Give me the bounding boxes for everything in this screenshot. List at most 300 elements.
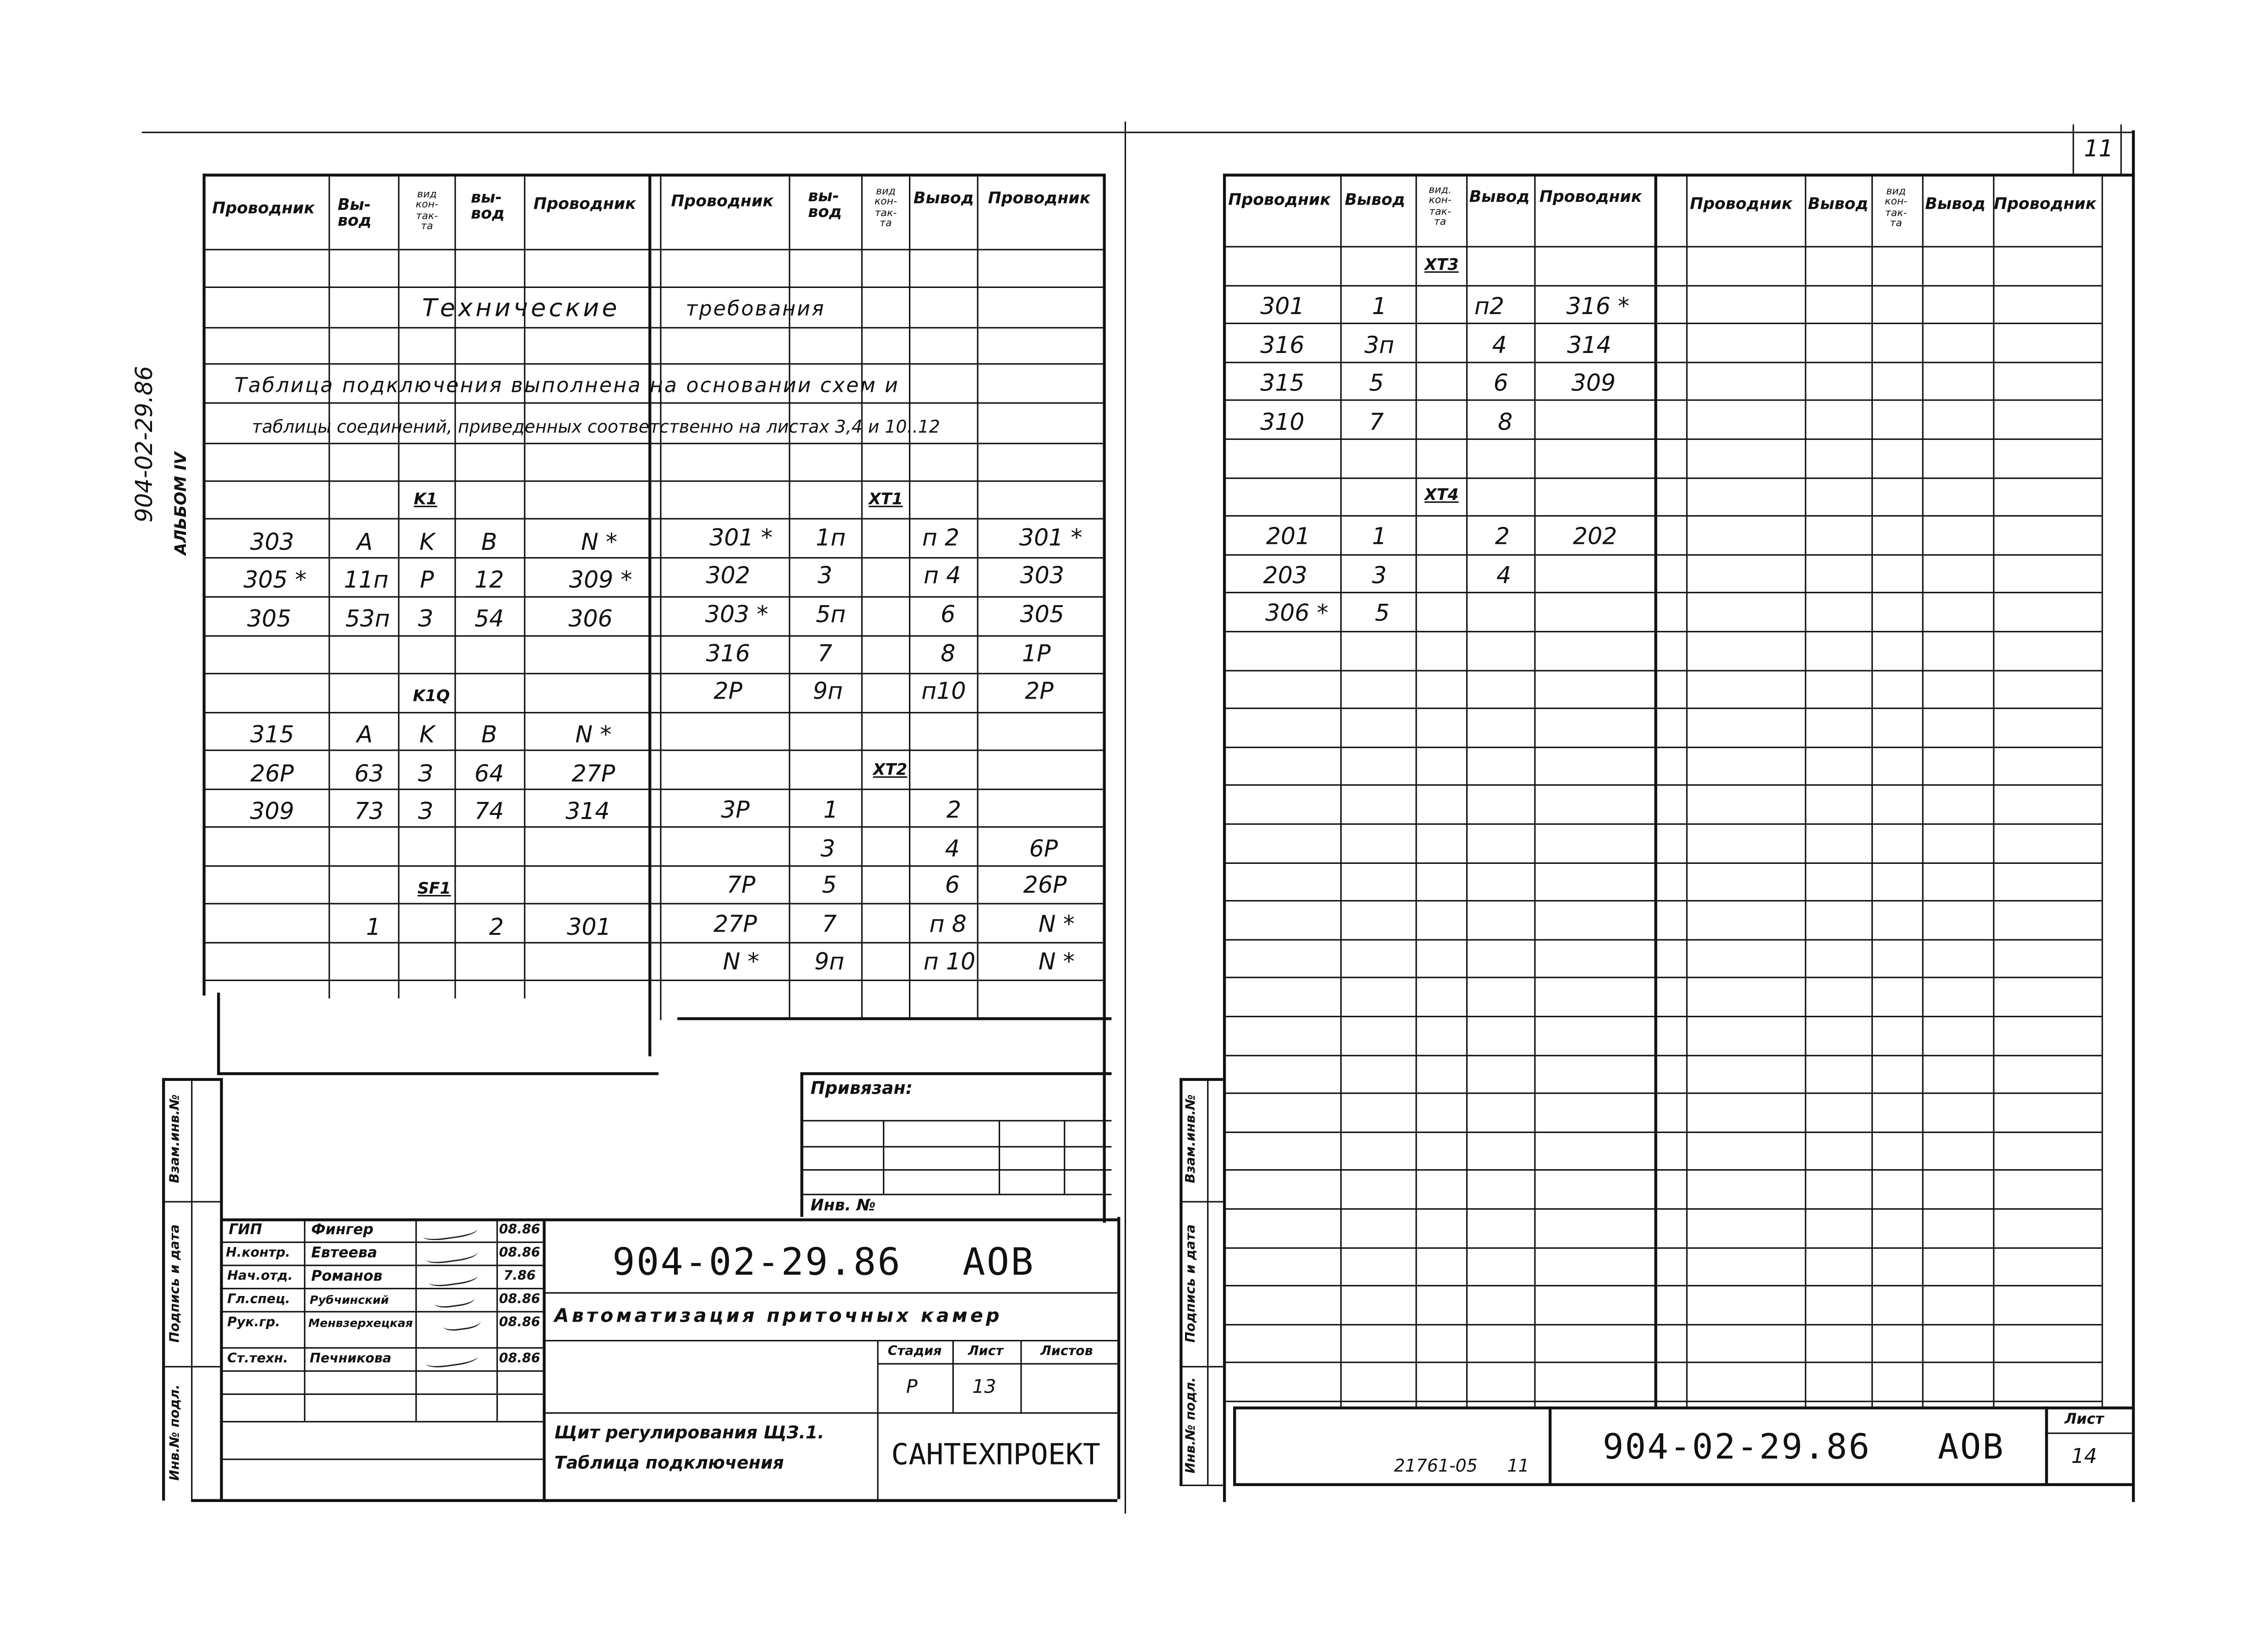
cell-provodnik: 303 * xyxy=(705,600,768,628)
header-vid-kontakta: вид кон- так- та xyxy=(415,188,439,232)
col-line-block-divider xyxy=(1654,174,1657,1406)
name-romanov: Романов xyxy=(311,1269,383,1285)
signature xyxy=(442,1313,481,1333)
stamp-row xyxy=(220,1288,543,1289)
stamp-row xyxy=(220,1394,543,1395)
header-vyvod: Вы- вод xyxy=(337,195,372,230)
group-label-xt4: XT4 xyxy=(1424,485,1459,504)
cell-vyvod: 1 xyxy=(1372,522,1387,550)
cell-provodnik: 316 xyxy=(706,640,751,667)
privyazan-label: Привязан: xyxy=(810,1078,913,1099)
role-nkontr: Н.контр. xyxy=(226,1247,290,1261)
frame-top-line xyxy=(142,132,2135,133)
cell-vyvod: A xyxy=(357,721,373,748)
header-provodnik: Проводник xyxy=(1690,195,1793,214)
row-line xyxy=(1223,439,2102,440)
row-line xyxy=(1223,1055,2102,1056)
cell-vyvod: п 2 xyxy=(922,524,960,552)
row-line xyxy=(1223,747,2102,748)
cell-vyvod: п 4 xyxy=(924,561,961,589)
sheet-value: 13 xyxy=(972,1377,996,1399)
header-vyvod: Вывод xyxy=(1344,190,1405,209)
row-line xyxy=(1223,515,2102,516)
stage-value: Р xyxy=(906,1377,918,1399)
col-line xyxy=(329,174,330,998)
right-stamp-col xyxy=(2045,1406,2048,1483)
date: 08.86 xyxy=(499,1247,540,1261)
cell-vyvod: 74 xyxy=(474,797,504,825)
col-line xyxy=(1871,174,1873,1406)
row-line xyxy=(203,327,1103,328)
cell-vyvod: п 10 xyxy=(923,948,976,976)
stamp-col xyxy=(304,1218,305,1421)
row-line xyxy=(203,903,1103,904)
left-table-left2 xyxy=(217,993,220,1074)
stamp-top xyxy=(220,1218,1117,1221)
name-menvzerhetskaya: Менвзерхецкая xyxy=(308,1317,413,1330)
header-provodnik: Проводник xyxy=(1994,195,2097,214)
organization: САНТЕХПРОЕКТ xyxy=(891,1437,1100,1472)
left-table-top xyxy=(203,174,1103,176)
left-table-left xyxy=(203,174,206,995)
right-doc-suffix: AOB xyxy=(1937,1426,2005,1468)
cell-provodnik: N * xyxy=(581,528,618,556)
row-line xyxy=(203,363,1103,364)
row-line xyxy=(203,749,1103,751)
cell-vyvod: 9п xyxy=(814,948,844,976)
sheet-label: Лист xyxy=(968,1345,1003,1360)
row-line xyxy=(203,712,1103,713)
side-col-line xyxy=(1207,1078,1208,1486)
cell-vyvod: 73 xyxy=(354,797,384,825)
side-row-line xyxy=(162,1366,220,1367)
col-line xyxy=(1922,174,1924,1406)
signature xyxy=(428,1267,479,1288)
row-line xyxy=(203,249,1103,250)
right-stamp-top xyxy=(1233,1406,2132,1409)
cell-provodnik: 301 xyxy=(567,913,611,941)
note-line-2: таблицы соединений, приведенных соответственно на листах 3,4 и 10..12 xyxy=(251,417,940,437)
col-line xyxy=(1466,174,1468,1406)
row-line xyxy=(1223,1169,2102,1171)
row-line xyxy=(203,402,1103,404)
subtitle-line-2: Таблица подключения xyxy=(554,1453,784,1473)
right-stamp-bottom xyxy=(1233,1483,2132,1486)
page-number: 11 xyxy=(2083,134,2114,163)
stamp-col xyxy=(1020,1340,1022,1412)
cell-provodnik: 309 xyxy=(250,797,294,825)
inv-no-label: Инв. № xyxy=(810,1196,876,1215)
row-line xyxy=(1223,1092,2102,1094)
col-line xyxy=(1686,174,1687,1406)
row-line xyxy=(1223,399,2102,401)
cell-provodnik: 2P xyxy=(1025,677,1054,705)
center-divider xyxy=(1125,122,1126,1514)
stamp-row xyxy=(877,1363,1117,1364)
name-evteeva: Евтеева xyxy=(311,1246,377,1262)
cell-provodnik: 301 xyxy=(1260,292,1305,320)
cell-vyvod: 8 xyxy=(941,640,956,667)
row-line xyxy=(1223,1361,2102,1363)
cell-provodnik: 310 xyxy=(1260,408,1305,436)
stamp-col xyxy=(952,1340,954,1412)
cell-vyvod: 2 xyxy=(1495,522,1510,550)
cell-provodnik: 315 xyxy=(250,721,294,748)
stamp-row xyxy=(220,1265,543,1266)
page-number-box-left xyxy=(2072,125,2074,174)
row-line xyxy=(1223,862,2102,864)
side-row-line xyxy=(1180,1078,1223,1081)
cell-vyvod: 9п xyxy=(813,677,843,705)
cell-vyvod: 1п xyxy=(816,524,846,552)
row-line xyxy=(1223,1285,2102,1286)
title-block-right xyxy=(1117,1217,1120,1499)
row-line xyxy=(203,480,1103,482)
cell-vyvod: 6 xyxy=(1493,369,1508,397)
group-label-k1q: K1Q xyxy=(413,686,450,705)
privyazan-col xyxy=(999,1120,1000,1193)
cell-provodnik: N * xyxy=(1038,948,1075,976)
right-stamp-left xyxy=(1233,1406,1236,1483)
row-line xyxy=(203,826,1103,828)
stamp-row xyxy=(220,1370,543,1372)
cell-vyvod: 7 xyxy=(1369,408,1384,436)
col-line xyxy=(2101,174,2103,1406)
cell-provodnik: 316 xyxy=(1260,331,1305,359)
cell-vyvod: 1 xyxy=(366,913,381,941)
header-vyvod: вы- вод xyxy=(471,188,505,223)
row-line xyxy=(1223,631,2102,632)
cell-provodnik: N * xyxy=(575,721,612,748)
cell-contact: З xyxy=(418,797,433,825)
left-block-bottom-b xyxy=(677,1017,1111,1020)
group-label-k1: K1 xyxy=(413,489,437,509)
cell-vyvod: 3 xyxy=(1372,561,1387,589)
title-block-bottom xyxy=(191,1499,1117,1502)
stamp-col xyxy=(415,1218,417,1421)
signature xyxy=(422,1220,478,1242)
cell-vyvod: 11п xyxy=(343,565,389,593)
cell-provodnik: 26P xyxy=(1023,871,1067,899)
archive-number: 21761-05 xyxy=(1394,1455,1478,1476)
cell-provodnik: 1P xyxy=(1022,640,1051,667)
cell-vyvod: 3п xyxy=(1364,331,1394,359)
right-sheet-label: Лист xyxy=(2064,1412,2104,1428)
date: 08.86 xyxy=(499,1316,540,1331)
stamp-row xyxy=(220,1347,543,1349)
left-table-right xyxy=(1103,174,1106,1223)
cell-provodnik: 301 * xyxy=(1019,524,1082,552)
role-rukgr: Рук.гр. xyxy=(227,1316,280,1331)
doc-suffix: AOB xyxy=(962,1241,1035,1285)
album-label: АЛЬБОМ IV xyxy=(171,452,190,555)
cell-vyvod: 5 xyxy=(1369,369,1384,397)
cell-vyvod: п2 xyxy=(1474,292,1505,320)
tech-req-heading-1: Технические xyxy=(422,294,620,324)
cell-vyvod: 7 xyxy=(822,910,837,938)
cell-provodnik: 301 * xyxy=(709,524,773,552)
col-line-block-divider xyxy=(648,174,651,1056)
row-line xyxy=(1223,592,2102,593)
cell-provodnik: 3P xyxy=(721,796,750,824)
side-row-line xyxy=(1180,1485,1223,1486)
cell-provodnik: 306 * xyxy=(1265,599,1329,627)
header-vyvod: Вывод xyxy=(1925,195,1986,214)
row-line xyxy=(1223,246,2102,247)
cell-vyvod: B xyxy=(481,528,497,556)
group-label-xt3: XT3 xyxy=(1424,255,1459,274)
stamp-row xyxy=(543,1292,1117,1294)
row-line xyxy=(1223,1208,2102,1210)
side-label-vzam: Взам.инв.№ xyxy=(1185,1094,1199,1183)
header-provodnik: Проводник xyxy=(671,191,774,211)
role-sttekhn: Ст.техн. xyxy=(227,1352,288,1367)
cell-vyvod: 4 xyxy=(1496,561,1512,589)
cell-vyvod: A xyxy=(357,528,373,556)
note-line-1: Таблица подключения выполнена на основании схем и xyxy=(234,374,900,398)
row-line xyxy=(1223,1324,2102,1325)
group-label-xt2: XT2 xyxy=(873,760,908,780)
stamp-row xyxy=(543,1412,1117,1414)
signature xyxy=(425,1348,479,1369)
cell-vyvod: 54 xyxy=(474,605,504,633)
header-provodnik: Проводник xyxy=(533,195,636,214)
header-provodnik: Проводник xyxy=(212,199,315,218)
row-line xyxy=(1223,939,2102,940)
side-label-inv: Инв.№ подл. xyxy=(169,1384,183,1481)
page-number-box-right xyxy=(2121,125,2122,174)
cell-vyvod: 6 xyxy=(941,600,956,628)
name-rubchinsky: Рубчинский xyxy=(310,1293,389,1307)
cell-vyvod: 2 xyxy=(946,796,962,824)
col-line xyxy=(1993,174,1994,1406)
row-line xyxy=(203,673,1103,674)
row-line xyxy=(203,980,1103,981)
row-line xyxy=(1223,1132,2102,1133)
row-line xyxy=(203,287,1103,288)
side-label-podp: Подпись и дата xyxy=(169,1224,183,1343)
cell-vyvod: 1 xyxy=(1372,292,1387,320)
stamp-row xyxy=(543,1340,1117,1341)
col-line xyxy=(1415,174,1417,1406)
signature xyxy=(433,1290,475,1310)
cell-vyvod: 5 xyxy=(1375,599,1390,627)
cell-provodnik: 314 xyxy=(566,797,610,825)
archive-sheet: 11 xyxy=(1507,1455,1529,1476)
left-block-bottom-a xyxy=(217,1072,658,1075)
header-provodnik: Проводник xyxy=(1228,190,1331,209)
cell-vyvod: 64 xyxy=(474,759,504,787)
privyazan-col xyxy=(1064,1120,1065,1193)
header-vid-kontakta: вид кон- так- та xyxy=(1884,185,1908,229)
doc-code: 904-02-29.86 xyxy=(612,1241,902,1285)
stamp-col-main xyxy=(543,1218,545,1499)
group-label-xt1: XT1 xyxy=(869,489,903,509)
header-provodnik: Проводник xyxy=(1539,187,1642,206)
right-table-top xyxy=(1223,174,2135,176)
row-line xyxy=(1223,477,2102,479)
cell-provodnik: 314 xyxy=(1567,331,1611,359)
stamp-row xyxy=(220,1311,543,1313)
row-line xyxy=(1223,1401,2102,1402)
cell-vyvod: 5п xyxy=(816,600,846,628)
cell-provodnik: 203 xyxy=(1263,561,1308,589)
stamp-col xyxy=(496,1218,498,1421)
header-provodnik: Проводник xyxy=(988,189,1091,208)
cell-provodnik: 27P xyxy=(713,910,757,938)
cell-vyvod: 12 xyxy=(474,565,504,593)
cell-contact: P xyxy=(420,565,434,593)
cell-vyvod: 4 xyxy=(945,835,960,862)
cell-provodnik: 315 xyxy=(1260,369,1305,397)
cell-provodnik: 2P xyxy=(713,677,743,705)
right-table-right xyxy=(2132,130,2135,1502)
cell-vyvod: п10 xyxy=(921,677,966,705)
row-line xyxy=(203,596,1103,597)
side-row-line xyxy=(1180,1201,1223,1202)
cell-provodnik: 26P xyxy=(250,759,294,787)
row-line xyxy=(1223,977,2102,978)
cell-vyvod: 53п xyxy=(345,605,390,633)
row-line xyxy=(1223,1016,2102,1017)
cell-vyvod: п 8 xyxy=(929,910,967,938)
name-pechnikova: Печникова xyxy=(310,1352,392,1367)
cell-contact: З xyxy=(418,759,433,787)
cell-vyvod: 3 xyxy=(817,561,832,589)
cell-vyvod: 7 xyxy=(817,640,832,667)
cell-vyvod: 2 xyxy=(489,913,504,941)
row-line xyxy=(1223,554,2102,556)
side-col-line xyxy=(1180,1078,1182,1486)
role-glspec: Гл.спец. xyxy=(227,1293,290,1307)
row-line xyxy=(203,635,1103,637)
stamp-row xyxy=(220,1459,543,1460)
cell-contact: K xyxy=(419,721,435,748)
cell-vyvod: 5 xyxy=(822,871,837,899)
row-line xyxy=(1223,670,2102,671)
row-line xyxy=(203,443,1103,444)
cell-provodnik: 316 * xyxy=(1566,292,1630,320)
date: 08.86 xyxy=(499,1293,540,1307)
album-code: 904-02-29.86 xyxy=(130,366,158,523)
cell-provodnik: 305 * xyxy=(243,565,307,593)
row-line xyxy=(203,865,1103,867)
cell-contact: З xyxy=(418,605,433,633)
date: 7.86 xyxy=(503,1269,536,1285)
row-line xyxy=(1223,1247,2102,1249)
cell-provodnik: 306 xyxy=(568,605,613,633)
cell-vyvod: B xyxy=(481,721,497,748)
cell-provodnik: 201 xyxy=(1266,522,1311,550)
subtitle-line-1: Щит регулирования ЩЗ.1. xyxy=(554,1422,825,1443)
side-col-line xyxy=(191,1078,192,1501)
cell-provodnik: 302 xyxy=(706,561,751,589)
date: 08.86 xyxy=(499,1223,540,1238)
header-vyvod: Вывод xyxy=(1469,187,1530,206)
cell-vyvod: 63 xyxy=(354,759,384,787)
header-vid-kontakta: вид. кон- так- та xyxy=(1429,184,1452,228)
side-col-line xyxy=(162,1078,165,1501)
doc-title: Автоматизация приточных камер xyxy=(554,1306,1002,1328)
side-label-podp: Подпись и дата xyxy=(1185,1224,1199,1343)
cell-provodnik: N * xyxy=(1038,910,1075,938)
privyazan-col xyxy=(883,1120,884,1193)
cell-provodnik: 303 xyxy=(250,528,294,556)
cell-vyvod: 6 xyxy=(945,871,960,899)
row-line xyxy=(203,942,1103,944)
right-stamp-row xyxy=(2045,1432,2132,1434)
row-line xyxy=(203,557,1103,559)
row-line xyxy=(1223,708,2102,709)
cell-provodnik: N * xyxy=(723,948,759,976)
right-stamp-col xyxy=(1549,1406,1551,1483)
row-line xyxy=(203,518,1103,520)
cell-provodnik: 303 xyxy=(1020,561,1065,589)
side-row-line xyxy=(162,1201,220,1202)
right-doc-code: 904-02-29.86 xyxy=(1602,1426,1871,1468)
tech-req-heading-2: требования xyxy=(685,298,826,321)
cell-provodnik: 7P xyxy=(726,871,756,899)
side-label-inv: Инв.№ подл. xyxy=(1185,1377,1199,1474)
signature xyxy=(425,1244,479,1265)
privyazan-top xyxy=(800,1072,1112,1075)
cell-contact: K xyxy=(419,528,435,556)
row-line xyxy=(1223,900,2102,901)
role-gip: ГИП xyxy=(228,1222,262,1239)
side-row-line xyxy=(1180,1366,1223,1367)
row-line xyxy=(1223,323,2102,324)
cell-vyvod: 1 xyxy=(823,796,838,824)
privyazan-row xyxy=(800,1194,1112,1195)
stamp-row xyxy=(220,1242,543,1243)
cell-vyvod: 8 xyxy=(1498,408,1513,436)
side-row-line xyxy=(162,1078,220,1081)
header-vyvod: Вывод xyxy=(1808,195,1869,214)
header-vid-kontakta: вид кон- так- та xyxy=(874,185,897,229)
header-vyvod: Вывод xyxy=(913,189,974,208)
row-line xyxy=(1223,823,2102,824)
name-finger: Фингер xyxy=(311,1222,374,1239)
row-line xyxy=(1223,784,2102,786)
right-table-left xyxy=(1223,174,1226,1502)
cell-provodnik: 309 xyxy=(1571,369,1616,397)
cell-provodnik: 202 xyxy=(1572,522,1617,550)
role-nachotd: Нач.отд. xyxy=(227,1269,293,1285)
row-line xyxy=(1223,285,2102,287)
stage-label: Стадия xyxy=(887,1345,942,1360)
group-label-sf1: SF1 xyxy=(417,879,451,898)
col-line xyxy=(1805,174,1806,1406)
side-label-vzam: Взам.инв.№ xyxy=(169,1094,183,1183)
right-sheet-value: 14 xyxy=(2071,1445,2097,1469)
row-line xyxy=(1223,362,2102,363)
col-line xyxy=(1340,174,1342,1406)
stamp-row xyxy=(220,1421,543,1422)
cell-provodnik: 27P xyxy=(571,759,615,787)
sheets-label: Листов xyxy=(1040,1345,1093,1360)
cell-vyvod: 3 xyxy=(820,835,836,862)
row-line xyxy=(203,789,1103,790)
col-line xyxy=(1534,174,1535,1406)
cell-provodnik: 6P xyxy=(1029,835,1058,862)
cell-vyvod: 4 xyxy=(1492,331,1507,359)
cell-provodnik: 309 * xyxy=(569,565,632,593)
cell-provodnik: 305 xyxy=(1020,600,1065,628)
col-line xyxy=(398,174,399,998)
cell-provodnik: 305 xyxy=(247,605,292,633)
header-vyvod: вы- вод xyxy=(808,186,842,222)
date: 08.86 xyxy=(499,1352,540,1367)
